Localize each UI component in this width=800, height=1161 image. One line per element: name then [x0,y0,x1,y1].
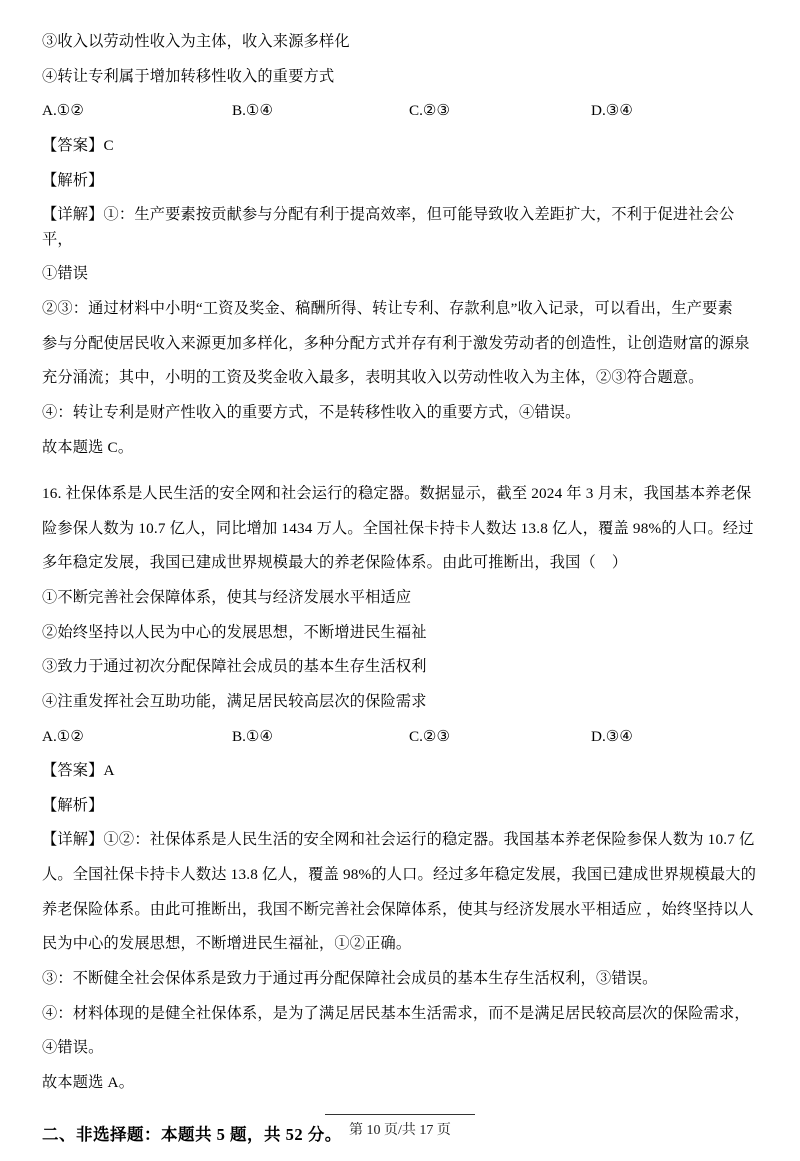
q15-detail-1b: ①错误 [42,265,89,283]
q16-option-a: A.①② [42,727,84,745]
q16-detail-1c: 养老保险体系。由此可推断出，我国不断完善社会保障体系，使其与经济发展水平相适应 ，始终坚持以人 [42,900,754,918]
fragment-line-3: ③收入以劳动性收入为主体，收入来源多样化 [42,33,350,50]
footer-rule [325,1114,475,1115]
q16-block [42,482,758,1095]
q16-option-d: D.③④ [591,727,633,745]
q15-detail-2c: 充分涌流；其中，小明的工资及奖金收入最多，表明其收入以劳动性收入为主体，②③符合题意。 [42,369,704,387]
q16-answer: 【答案】A [42,762,115,780]
q16-options [42,725,758,750]
q16-item-2: ②始终坚持以人民为中心的发展思想，不断增进民生福祉 [42,623,427,641]
q16-item-1: ①不断完善社会保障体系，使其与经济发展水平相适应 [42,589,412,606]
q15-option-c: C.②③ [409,102,451,120]
q16-item-3: ③致力于通过初次分配保障社会成员的基本生存生活权利 [42,658,427,676]
q15-option-b: B.①④ [232,102,274,120]
q16-detail-1d: 民为中心的发展思想，不断增进民生福祉，①②正确。 [42,935,412,953]
page-footer [0,1114,800,1139]
q16-option-b: B.①④ [232,727,274,745]
q15-detail-3: ④：转让专利是财产性收入的重要方式，不是转移性收入的重要方式，④错误。 [42,403,581,421]
q15-conclusion: 故本题选 C。 [42,438,134,456]
q15-analysis-label: 【解析】 [42,171,104,189]
q16-item-4: ④注重发挥社会互助功能，满足居民较高层次的保险需求 [42,692,427,710]
q15-detail-2: ②③：通过材料中小明“工资及奖金、稿酬所得、转让专利、存款利息”收入记录，可以看出，生产要素 [42,300,733,317]
q16-detail-1: 【详解】①②：社保体系是人民生活的安全网和社会运行的稳定器。我国基本养老保险参保人数为 10.7 亿 [42,831,755,849]
q15-answer: 【答案】C [42,136,114,154]
q16-stem-2: 险参保人数为 10.7 亿人，同比增加 1434 万人。全国社保卡持卡人数达 13.8 亿人，覆盖 98%的人口。经过 [42,519,754,537]
q15-option-d: D.③④ [591,102,633,120]
q15-option-a: A.①② [42,102,84,120]
q16-stem-3: 多年稳定发展，我国已建成世界规模最大的养老保险体系。由此可推断出，我国（ ） [42,554,628,572]
page-number: 第 10 页/共 17 页 [349,1123,451,1138]
q15-detail-1: 【详解】①：生产要素按贡献参与分配有利于提高效率，但可能导致收入差距扩大，不利于促进社会公平， [42,206,735,248]
q15-options [42,99,758,124]
q16-detail-3: ④：材料体现的是健全社保体系，是为了满足居民基本生活需求，而不是满足居民较高层次的保险需求， [42,1004,750,1022]
q16-option-c: C.②③ [409,727,451,745]
q16-detail-3b: ④错误。 [42,1039,104,1057]
q16-detail-1b: 人。全国社保卡持卡人数达 13.8 亿人，覆盖 98%的人口。经过多年稳定发展，我国已建成世界规模最大的 [42,866,757,883]
q16-analysis-label: 【解析】 [42,796,104,814]
q16-stem-1: 16. 社保体系是人民生活的安全网和社会运行的稳定器。数据显示，截至 2024 年 3 月末，我国基本养老保 [42,485,752,503]
q15-detail-2b: 参与分配使居民收入来源更加多样化，多种分配方式并存有利于激发劳动者的创造性，让创造财富的源泉 [42,334,750,352]
q16-detail-2: ③：不断健全社会保体系是致力于通过再分配保障社会成员的基本生存生活权利，③错误。 [42,969,658,987]
q16-conclusion: 故本题选 A。 [42,1073,135,1091]
section-2-title: 二、非选择题：本题共 5 题，共 52 分。 [42,1125,342,1145]
fragment-line-4: ④转让专利属于增加转移性收入的重要方式 [42,67,335,85]
